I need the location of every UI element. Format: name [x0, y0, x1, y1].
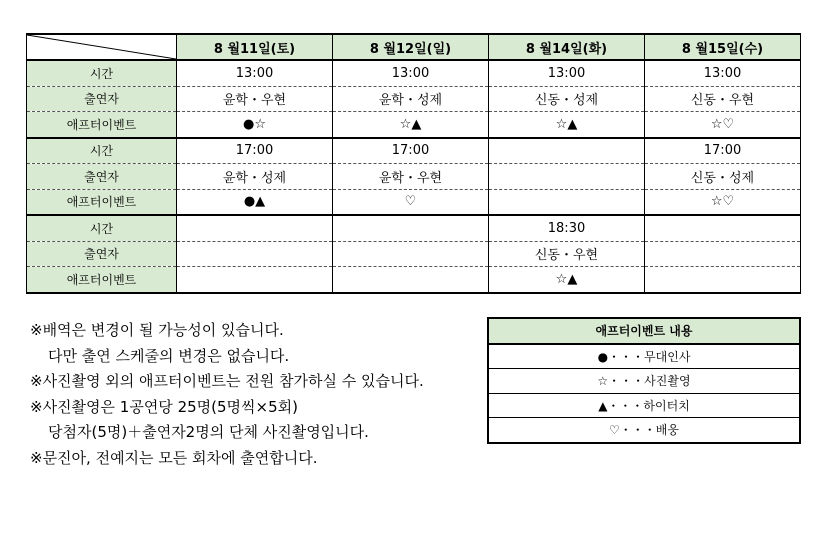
time-cell	[645, 215, 801, 241]
time-cell: 17:00	[645, 138, 801, 164]
after-event-row	[27, 112, 801, 138]
cast-cell: 신동・우현	[489, 241, 645, 267]
row-label: 애프터이벤트	[27, 189, 177, 215]
time-cell	[333, 215, 489, 241]
row-label: 시간	[27, 60, 177, 86]
cast-cell: 윤학・성제	[177, 164, 333, 190]
row-label: 애프터이벤트	[27, 267, 177, 293]
time-cell	[489, 138, 645, 164]
time-row	[27, 215, 801, 241]
date-header: 8 월14일(화)	[489, 34, 645, 60]
after-event-cell	[645, 267, 801, 293]
row-label: 출연자	[27, 86, 177, 112]
legend-item: ▲・・・하이터치	[488, 393, 800, 418]
schedule-table	[26, 33, 801, 294]
notes	[30, 318, 424, 471]
cast-row	[27, 164, 801, 190]
note-line: 다만 출연 스케줄의 변경은 없습니다.	[48, 346, 290, 365]
cast-cell: 신동・우현	[645, 86, 801, 112]
time-row	[27, 60, 801, 86]
time-cell: 13:00	[177, 60, 333, 86]
cast-cell: 신동・성제	[645, 164, 801, 190]
date-header: 8 월12일(일)	[333, 34, 489, 60]
cast-cell	[333, 241, 489, 267]
after-event-cell: ♡	[333, 189, 489, 215]
after-event-cell: ●▲	[177, 189, 333, 215]
cast-cell	[489, 164, 645, 190]
note-line: ※문진아, 전예지는 모든 회차에 출연합니다.	[30, 448, 318, 467]
header-row	[27, 34, 801, 60]
note-line: ※사진촬영 외의 애프터이벤트는 전원 참가하실 수 있습니다.	[30, 372, 424, 390]
legend-item: ●・・・무대인사	[488, 344, 800, 369]
cast-cell: 윤학・성제	[333, 86, 489, 112]
corner-cell	[27, 34, 177, 60]
diagonal-line	[27, 35, 176, 59]
row-label: 애프터이벤트	[27, 112, 177, 138]
after-event-row	[27, 189, 801, 215]
date-header: 8 월11일(토)	[177, 34, 333, 60]
cast-row	[27, 241, 801, 267]
time-cell: 13:00	[333, 60, 489, 86]
legend-table	[487, 317, 801, 444]
cast-row	[27, 86, 801, 112]
after-event-cell: ☆♡	[645, 189, 801, 215]
time-cell: 13:00	[645, 60, 801, 86]
time-cell: 17:00	[177, 138, 333, 164]
legend-title: 애프터이벤트 내용	[488, 318, 800, 344]
note-line: ※배역은 변경이 될 가능성이 있습니다.	[30, 321, 284, 339]
cast-cell	[645, 241, 801, 267]
after-event-cell	[333, 267, 489, 293]
after-event-cell: ☆♡	[645, 112, 801, 138]
after-event-row	[27, 267, 801, 293]
row-label: 출연자	[27, 164, 177, 190]
date-header: 8 월15일(수)	[645, 34, 801, 60]
row-label: 시간	[27, 138, 177, 164]
cast-cell: 윤학・우현	[177, 86, 333, 112]
after-event-cell	[177, 267, 333, 293]
time-cell: 13:00	[489, 60, 645, 86]
row-label: 출연자	[27, 241, 177, 267]
time-cell: 17:00	[333, 138, 489, 164]
after-event-cell: ☆▲	[489, 112, 645, 138]
after-event-cell: ☆▲	[489, 267, 645, 293]
legend-item: ♡・・・배웅	[488, 418, 800, 443]
after-event-cell	[489, 189, 645, 215]
legend-item: ☆・・・사진촬영	[488, 369, 800, 394]
time-row	[27, 138, 801, 164]
after-event-cell: ●☆	[177, 112, 333, 138]
cast-cell: 신동・성제	[489, 86, 645, 112]
note-line: 당첨자(5명)＋출연자2명의 단체 사진촬영입니다.	[48, 423, 369, 441]
time-cell: 18:30	[489, 215, 645, 241]
after-event-cell: ☆▲	[333, 112, 489, 138]
note-line: ※사진촬영은 1공연당 25명(5명씩×5회)	[30, 397, 298, 416]
cast-cell	[177, 241, 333, 267]
row-label: 시간	[27, 215, 177, 241]
cast-cell: 윤학・우현	[333, 164, 489, 190]
time-cell	[177, 215, 333, 241]
